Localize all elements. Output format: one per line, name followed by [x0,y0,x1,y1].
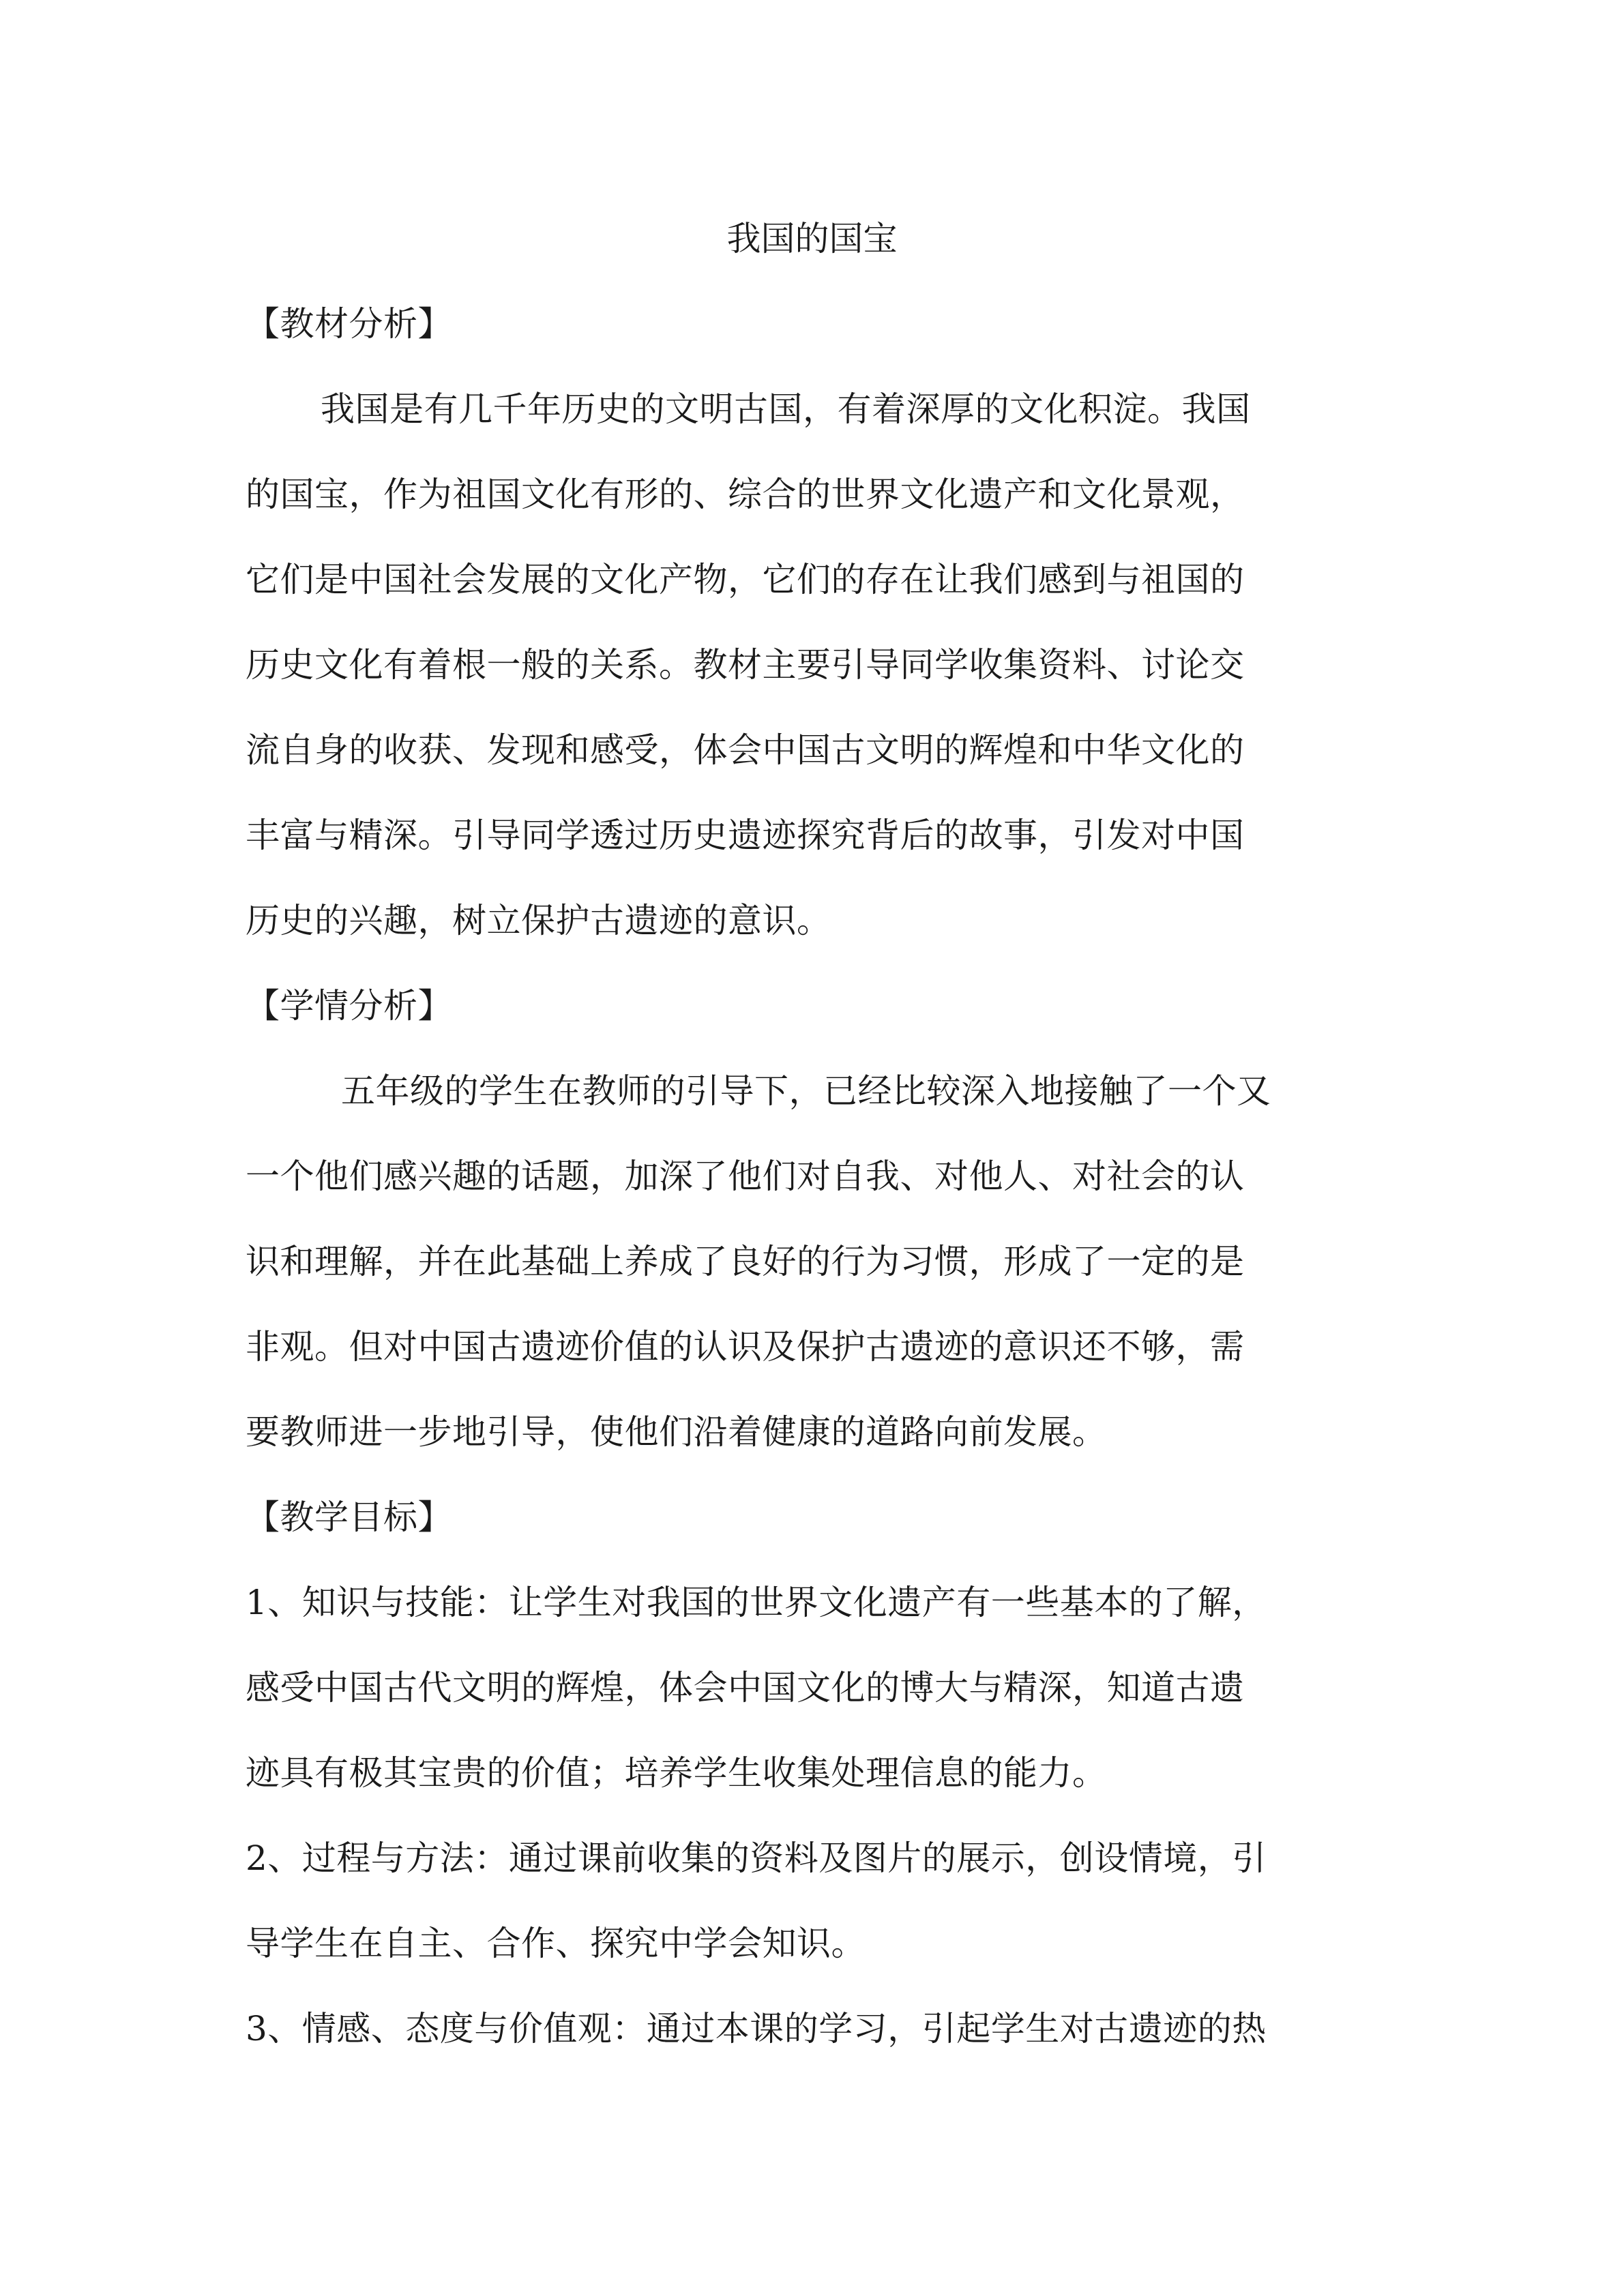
paragraph-line: 感受中国古代文明的辉煌，体会中国文化的博大与精深，知道古遗 [246,1668,1245,1708]
section-heading-student-analysis: 【学情分析】 [246,986,452,1026]
paragraph-line: 丰富与精深。引导同学透过历史遗迹探究背后的故事，引发对中国 [246,816,1245,855]
paragraph-line: 一个他们感兴趣的话题，加深了他们对自我、对他人、对社会的认 [246,1157,1245,1196]
paragraph-line: 识和理解，并在此基础上养成了良好的行为习惯，形成了一定的是 [246,1242,1245,1281]
page-title: 我国的国宝 [726,219,898,258]
paragraph-line: 迹具有极其宝贵的价值；培养学生收集处理信息的能力。 [246,1753,1107,1793]
paragraph-line: 流自身的收获、发现和感受，体会中国古文明的辉煌和中华文化的 [246,730,1245,770]
paragraph-line: 1、知识与技能：让学生对我国的世界文化遗产有一些基本的了解， [246,1583,1267,1622]
paragraph-line: 要教师进一步地引导，使他们沿着健康的道路向前发展。 [246,1412,1107,1452]
paragraph-line: 非观。但对中国古遗迹价值的认识及保护古遗迹的意识还不够，需 [246,1327,1245,1367]
paragraph-line: 历史文化有着根一般的关系。教材主要引导同学收集资料、讨论交 [246,645,1245,685]
paragraph-line: 导学生在自主、合作、探究中学会知识。 [246,1924,866,1963]
paragraph-line: 历史的兴趣，树立保护古遗迹的意识。 [246,901,831,940]
paragraph-line: 五年级的学生在教师的引导下，已经比较深入地接触了一个又 [341,1071,1271,1111]
paragraph-line: 我国是有几千年历史的文明古国，有着深厚的文化积淀。我国 [321,389,1251,429]
paragraph-line: 3、情感、态度与价值观：通过本课的学习，引起学生对古遗迹的热 [246,2009,1267,2048]
paragraph-line: 它们是中国社会发展的文化产物，它们的存在让我们感到与祖国的 [246,560,1245,599]
paragraph-line: 2、过程与方法：通过课前收集的资料及图片的展示，创设情境，引 [246,1838,1267,1878]
section-heading-teaching-goals: 【教学目标】 [246,1497,452,1537]
section-heading-textbook-analysis: 【教材分析】 [246,304,452,344]
paragraph-line: 的国宝，作为祖国文化有形的、综合的世界文化遗产和文化景观， [246,475,1245,514]
